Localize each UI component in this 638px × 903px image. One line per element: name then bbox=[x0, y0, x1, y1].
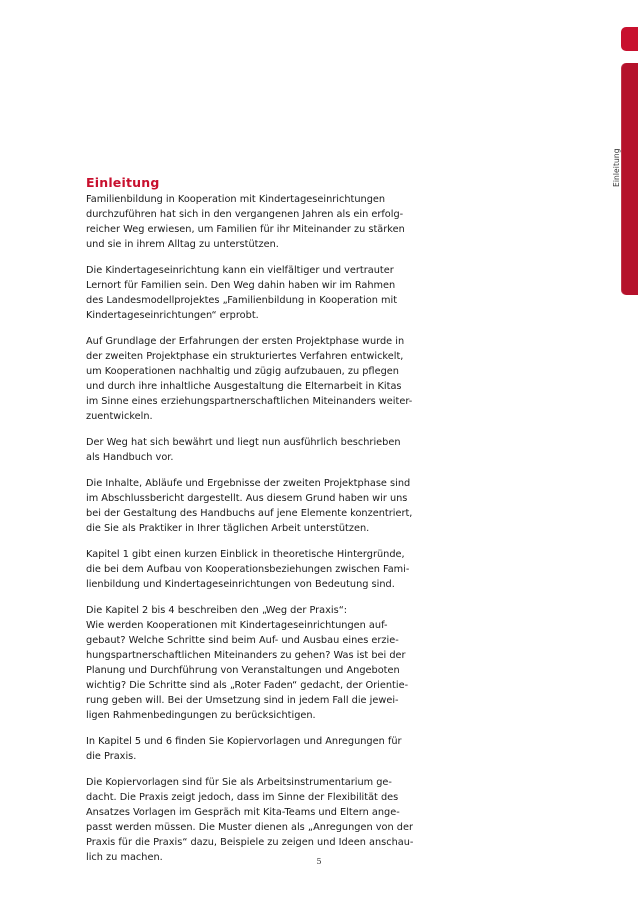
text-line: durchzuführen hat sich in den vergangenen Jahren als ein erfolg- bbox=[86, 209, 404, 220]
text-line: Lernort für Familien sein. Den Weg dahin haben wir im Rahmen bbox=[86, 280, 396, 291]
body-text bbox=[86, 192, 426, 876]
text-line: Auf Grundlage der Erfahrungen der ersten Projektphase wurde in bbox=[86, 336, 405, 347]
text-line: des Landesmodellprojektes „Familienbildung in Kooperation mit bbox=[86, 295, 398, 306]
text-line: und sie in ihrem Alltag zu unterstützen. bbox=[86, 239, 279, 250]
paragraph bbox=[86, 603, 426, 723]
text-line: In Kapitel 5 und 6 finden Sie Kopiervorlagen und Anregungen für bbox=[86, 736, 402, 747]
text-line: die Praxis. bbox=[86, 751, 137, 762]
paragraph bbox=[86, 476, 426, 536]
text-line: Die Inhalte, Abläufe und Ergebnisse der zweiten Projektphase sind bbox=[86, 478, 411, 489]
text-line: im Sinne eines erziehungspartnerschaftlichen Miteinanders weiter- bbox=[86, 396, 413, 407]
side-tab-label: Einleitung bbox=[612, 148, 621, 187]
text-line: Praxis für die Praxis“ dazu, Beispiele zu zeigen und Ideen anschau- bbox=[86, 837, 414, 848]
text-line: Wie werden Kooperationen mit Kindertageseinrichtungen auf- bbox=[86, 620, 388, 631]
text-line: dacht. Die Praxis zeigt jedoch, dass im Sinne der Flexibilität des bbox=[86, 792, 399, 803]
text-line: Die Kapitel 2 bis 4 beschreiben den „Weg der Praxis“: bbox=[86, 605, 348, 616]
text-line: rung geben will. Bei der Umsetzung sind in jedem Fall die jewei- bbox=[86, 695, 399, 706]
text-line: und durch ihre inhaltliche Ausgestaltung die Elternarbeit in Kitas bbox=[86, 381, 402, 392]
text-line: ligen Rahmenbedingungen zu berücksichtigen. bbox=[86, 710, 316, 721]
text-line: um Kooperationen nachhaltig und zügig aufzubauen, zu pflegen bbox=[86, 366, 399, 377]
text-line: hungspartnerschaftlichen Miteinanders zu gehen? Was ist bei der bbox=[86, 650, 406, 661]
paragraph bbox=[86, 334, 426, 424]
text-line: lienbildung und Kindertageseinrichtungen von Bedeutung sind. bbox=[86, 579, 395, 590]
text-line: Kapitel 1 gibt einen kurzen Einblick in theoretische Hintergründe, bbox=[86, 549, 405, 560]
text-line: bei der Gestaltung des Handbuchs auf jene Elemente konzentriert, bbox=[86, 508, 413, 519]
chapter-heading: Einleitung bbox=[86, 175, 160, 190]
text-line: Planung und Durchführung von Veranstaltungen und Angeboten bbox=[86, 665, 400, 676]
text-line: Familienbildung in Kooperation mit Kindertageseinrichtungen bbox=[86, 194, 386, 205]
text-line: zuentwickeln. bbox=[86, 411, 153, 422]
text-line: Kindertageseinrichtungen“ erprobt. bbox=[86, 310, 259, 321]
paragraph bbox=[86, 435, 426, 465]
text-line: reicher Weg erwiesen, um Familien für ihr Miteinander zu stärken bbox=[86, 224, 405, 235]
text-line: der zweiten Projektphase ein strukturiertes Verfahren entwickelt, bbox=[86, 351, 404, 362]
paragraph bbox=[86, 734, 426, 764]
side-tab-top[interactable] bbox=[621, 27, 638, 51]
paragraph bbox=[86, 263, 426, 323]
text-line: gebaut? Welche Schritte sind beim Auf- und Ausbau eines erzie- bbox=[86, 635, 399, 646]
text-line: im Abschlussbericht dargestellt. Aus diesem Grund haben wir uns bbox=[86, 493, 408, 504]
text-line: lich zu machen. bbox=[86, 852, 163, 863]
paragraph bbox=[86, 547, 426, 592]
paragraph bbox=[86, 775, 426, 865]
text-line: als Handbuch vor. bbox=[86, 452, 174, 463]
paragraph bbox=[86, 192, 426, 252]
text-line: die bei dem Aufbau von Kooperationsbeziehungen zwischen Fami- bbox=[86, 564, 410, 575]
text-line: passt werden müssen. Die Muster dienen als „Anregungen von der bbox=[86, 822, 413, 833]
text-line: Die Kindertageseinrichtung kann ein vielfältiger und vertrauter bbox=[86, 265, 394, 276]
text-line: Der Weg hat sich bewährt und liegt nun ausführlich beschrieben bbox=[86, 437, 401, 448]
page-number: 5 bbox=[316, 857, 322, 866]
side-tab-chapter[interactable] bbox=[621, 63, 638, 295]
text-line: die Sie als Praktiker in Ihrer täglichen Arbeit unterstützen. bbox=[86, 523, 370, 534]
text-line: wichtig? Die Schritte sind als „Roter Faden“ gedacht, der Orientie- bbox=[86, 680, 409, 691]
text-line: Ansatzes Vorlagen im Gespräch mit Kita-Teams und Eltern ange- bbox=[86, 807, 400, 818]
text-line: Die Kopiervorlagen sind für Sie als Arbeitsinstrumentarium ge- bbox=[86, 777, 392, 788]
